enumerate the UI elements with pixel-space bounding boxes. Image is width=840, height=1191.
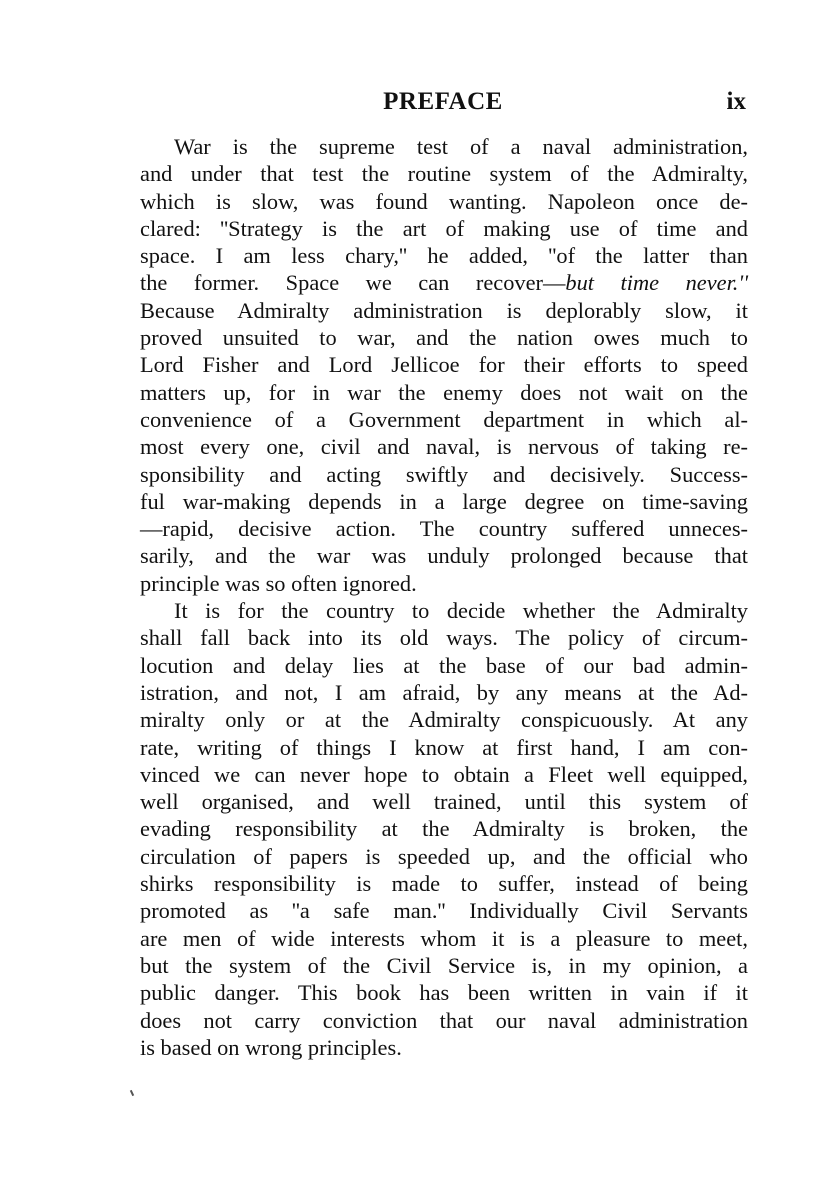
text-line: miralty only or at the Admiralty conspicuously. At any [140, 707, 748, 733]
text-line: proved unsuited to war, and the nation owes much to [140, 325, 748, 351]
text-line: shirks responsibility is made to suffer, instead of being [140, 871, 748, 897]
text-line: are men of wide interests whom it is a pleasure to meet, [140, 925, 748, 951]
text-line [140, 269, 748, 296]
paragraph-1 [140, 133, 748, 597]
text-line: istration, and not, I am afraid, by any means at the Ad- [140, 679, 748, 705]
text-line: is based on wrong principles. [140, 1034, 402, 1060]
text-line: matters up, for in war the enemy does not wait on the [140, 379, 748, 405]
stray-ink-mark [130, 1090, 134, 1096]
text-line: —rapid, decisive action. The country suffered unneces- [140, 516, 748, 542]
text-line: clared: ''Strategy is the art of making use of time and [140, 215, 748, 241]
text-line: most every one, civil and naval, is nervous of taking re- [140, 434, 748, 460]
text-line: but the system of the Civil Service is, in my opinion, a [140, 952, 748, 978]
page-number: ix [726, 88, 746, 115]
text-line: locution and delay lies at the base of our bad admin- [140, 652, 748, 678]
text-line: does not carry conviction that our naval administration [140, 1007, 748, 1033]
text-line: evading responsibility at the Admiralty is broken, the [140, 816, 748, 842]
text-line: promoted as ''a safe man.'' Individually Civil Servants [140, 898, 748, 924]
text-line-roman: the former. Space we can recover— [140, 270, 566, 296]
text-line: ful war-making depends in a large degree on time-saving [140, 488, 748, 514]
text-line: convenience of a Government department in which al- [140, 406, 748, 432]
running-head [140, 88, 746, 124]
text-line: and under that test the routine system of the Admiralty, [140, 161, 748, 187]
text-line: vinced we can never hope to obtain a Fleet well equipped, [140, 761, 748, 787]
body-text [140, 133, 748, 1061]
text-line: which is slow, was found wanting. Napoleon once de- [140, 188, 748, 214]
text-line: space. I am less chary,'' he added, ''of the latter than [140, 243, 748, 269]
page-title: PREFACE [383, 88, 503, 115]
paragraph-2 [140, 597, 748, 1061]
text-line: rate, writing of things I know at first hand, I am con- [140, 734, 748, 760]
text-line: public danger. This book has been written in vain if it [140, 980, 748, 1006]
text-line: well organised, and well trained, until this system of [140, 789, 748, 815]
text-line: sarily, and the war was unduly prolonged because that [140, 543, 748, 569]
text-line: shall fall back into its old ways. The policy of circum- [140, 625, 748, 651]
text-line: sponsibility and acting swiftly and decisively. Success- [140, 461, 748, 487]
text-line: It is for the country to decide whether the Admiralty [174, 598, 748, 624]
text-line: circulation of papers is speeded up, and the official who [140, 843, 748, 869]
text-line-italic: but time never.'' [565, 270, 748, 296]
text-line: Because Admiralty administration is deplorably slow, it [140, 297, 748, 323]
text-line: principle was so often ignored. [140, 570, 417, 596]
text-line: War is the supreme test of a naval administration, [174, 134, 748, 159]
text-line: Lord Fisher and Lord Jellicoe for their efforts to speed [140, 352, 748, 378]
